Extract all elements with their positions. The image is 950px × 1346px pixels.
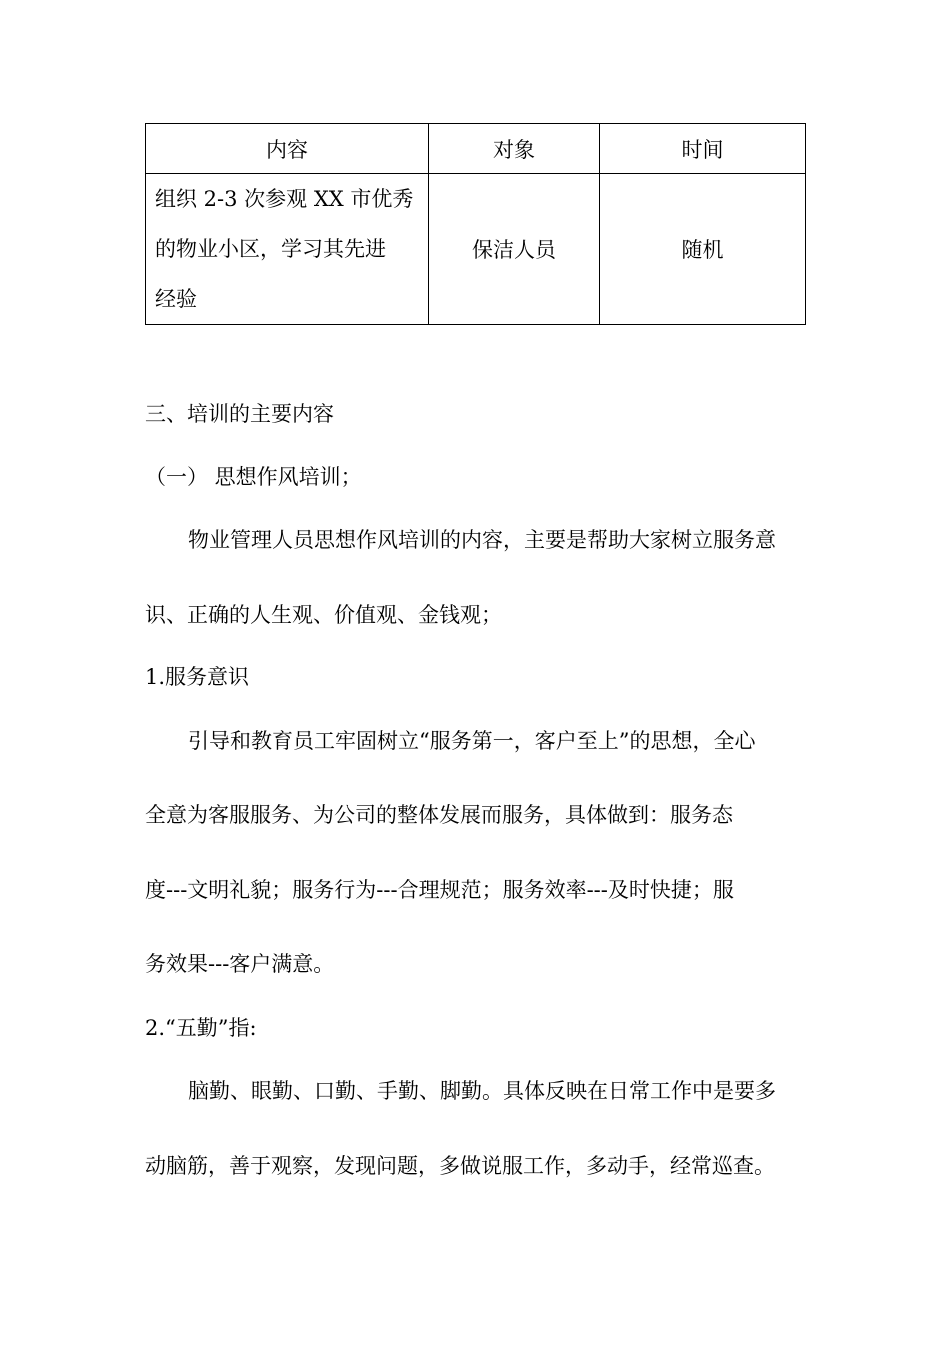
header-time: 时间: [600, 124, 806, 174]
cell-time: 随机: [600, 174, 806, 325]
training-plan-table: [145, 123, 806, 325]
cell-content-line-1: 组织 2-3 次参观 XX 市优秀: [155, 187, 414, 211]
cell-target: 保洁人员: [429, 174, 600, 325]
paragraph-3-line-1: 脑勤、眼勤、口勤、手勤、脚勤。具体反映在日常工作中是要多: [188, 1079, 776, 1103]
paragraph-2-line-1: 引导和教育员工牢固树立“服务第一，客户至上”的思想，全心: [188, 729, 756, 753]
paragraph-3-line-2: 动脑筋，善于观察，发现问题，多做说服工作，多动手，经常巡查。: [145, 1154, 775, 1178]
section-title: 三、培训的主要内容: [145, 402, 334, 426]
paragraph-2-line-3: 度---文明礼貌；服务行为---合理规范；服务效率---及时快捷；服: [145, 878, 734, 902]
item-2-title: 2.“五勤”指:: [145, 1016, 257, 1040]
item-1-title: 1.服务意识: [145, 665, 250, 689]
table-header-row: [146, 124, 806, 174]
cell-content-line-3: 经验: [155, 287, 197, 311]
paragraph-2-line-2: 全意为客服服务、为公司的整体发展而服务，具体做到：服务态: [145, 803, 733, 827]
cell-content-line-2: 的物业小区，学习其先进: [155, 237, 386, 261]
paragraph-1-line-2: 识、正确的人生观、价值观、金钱观；: [145, 603, 502, 627]
header-content: 内容: [146, 124, 429, 174]
table-row: [146, 174, 806, 325]
paragraph-2-line-4: 务效果---客户满意。: [145, 952, 335, 976]
paragraph-1-line-1: 物业管理人员思想作风培训的内容，主要是帮助大家树立服务意: [188, 528, 776, 552]
subsection-title: （一） 思想作风培训；: [145, 465, 362, 489]
cell-content: [146, 174, 429, 325]
header-target: 对象: [429, 124, 600, 174]
